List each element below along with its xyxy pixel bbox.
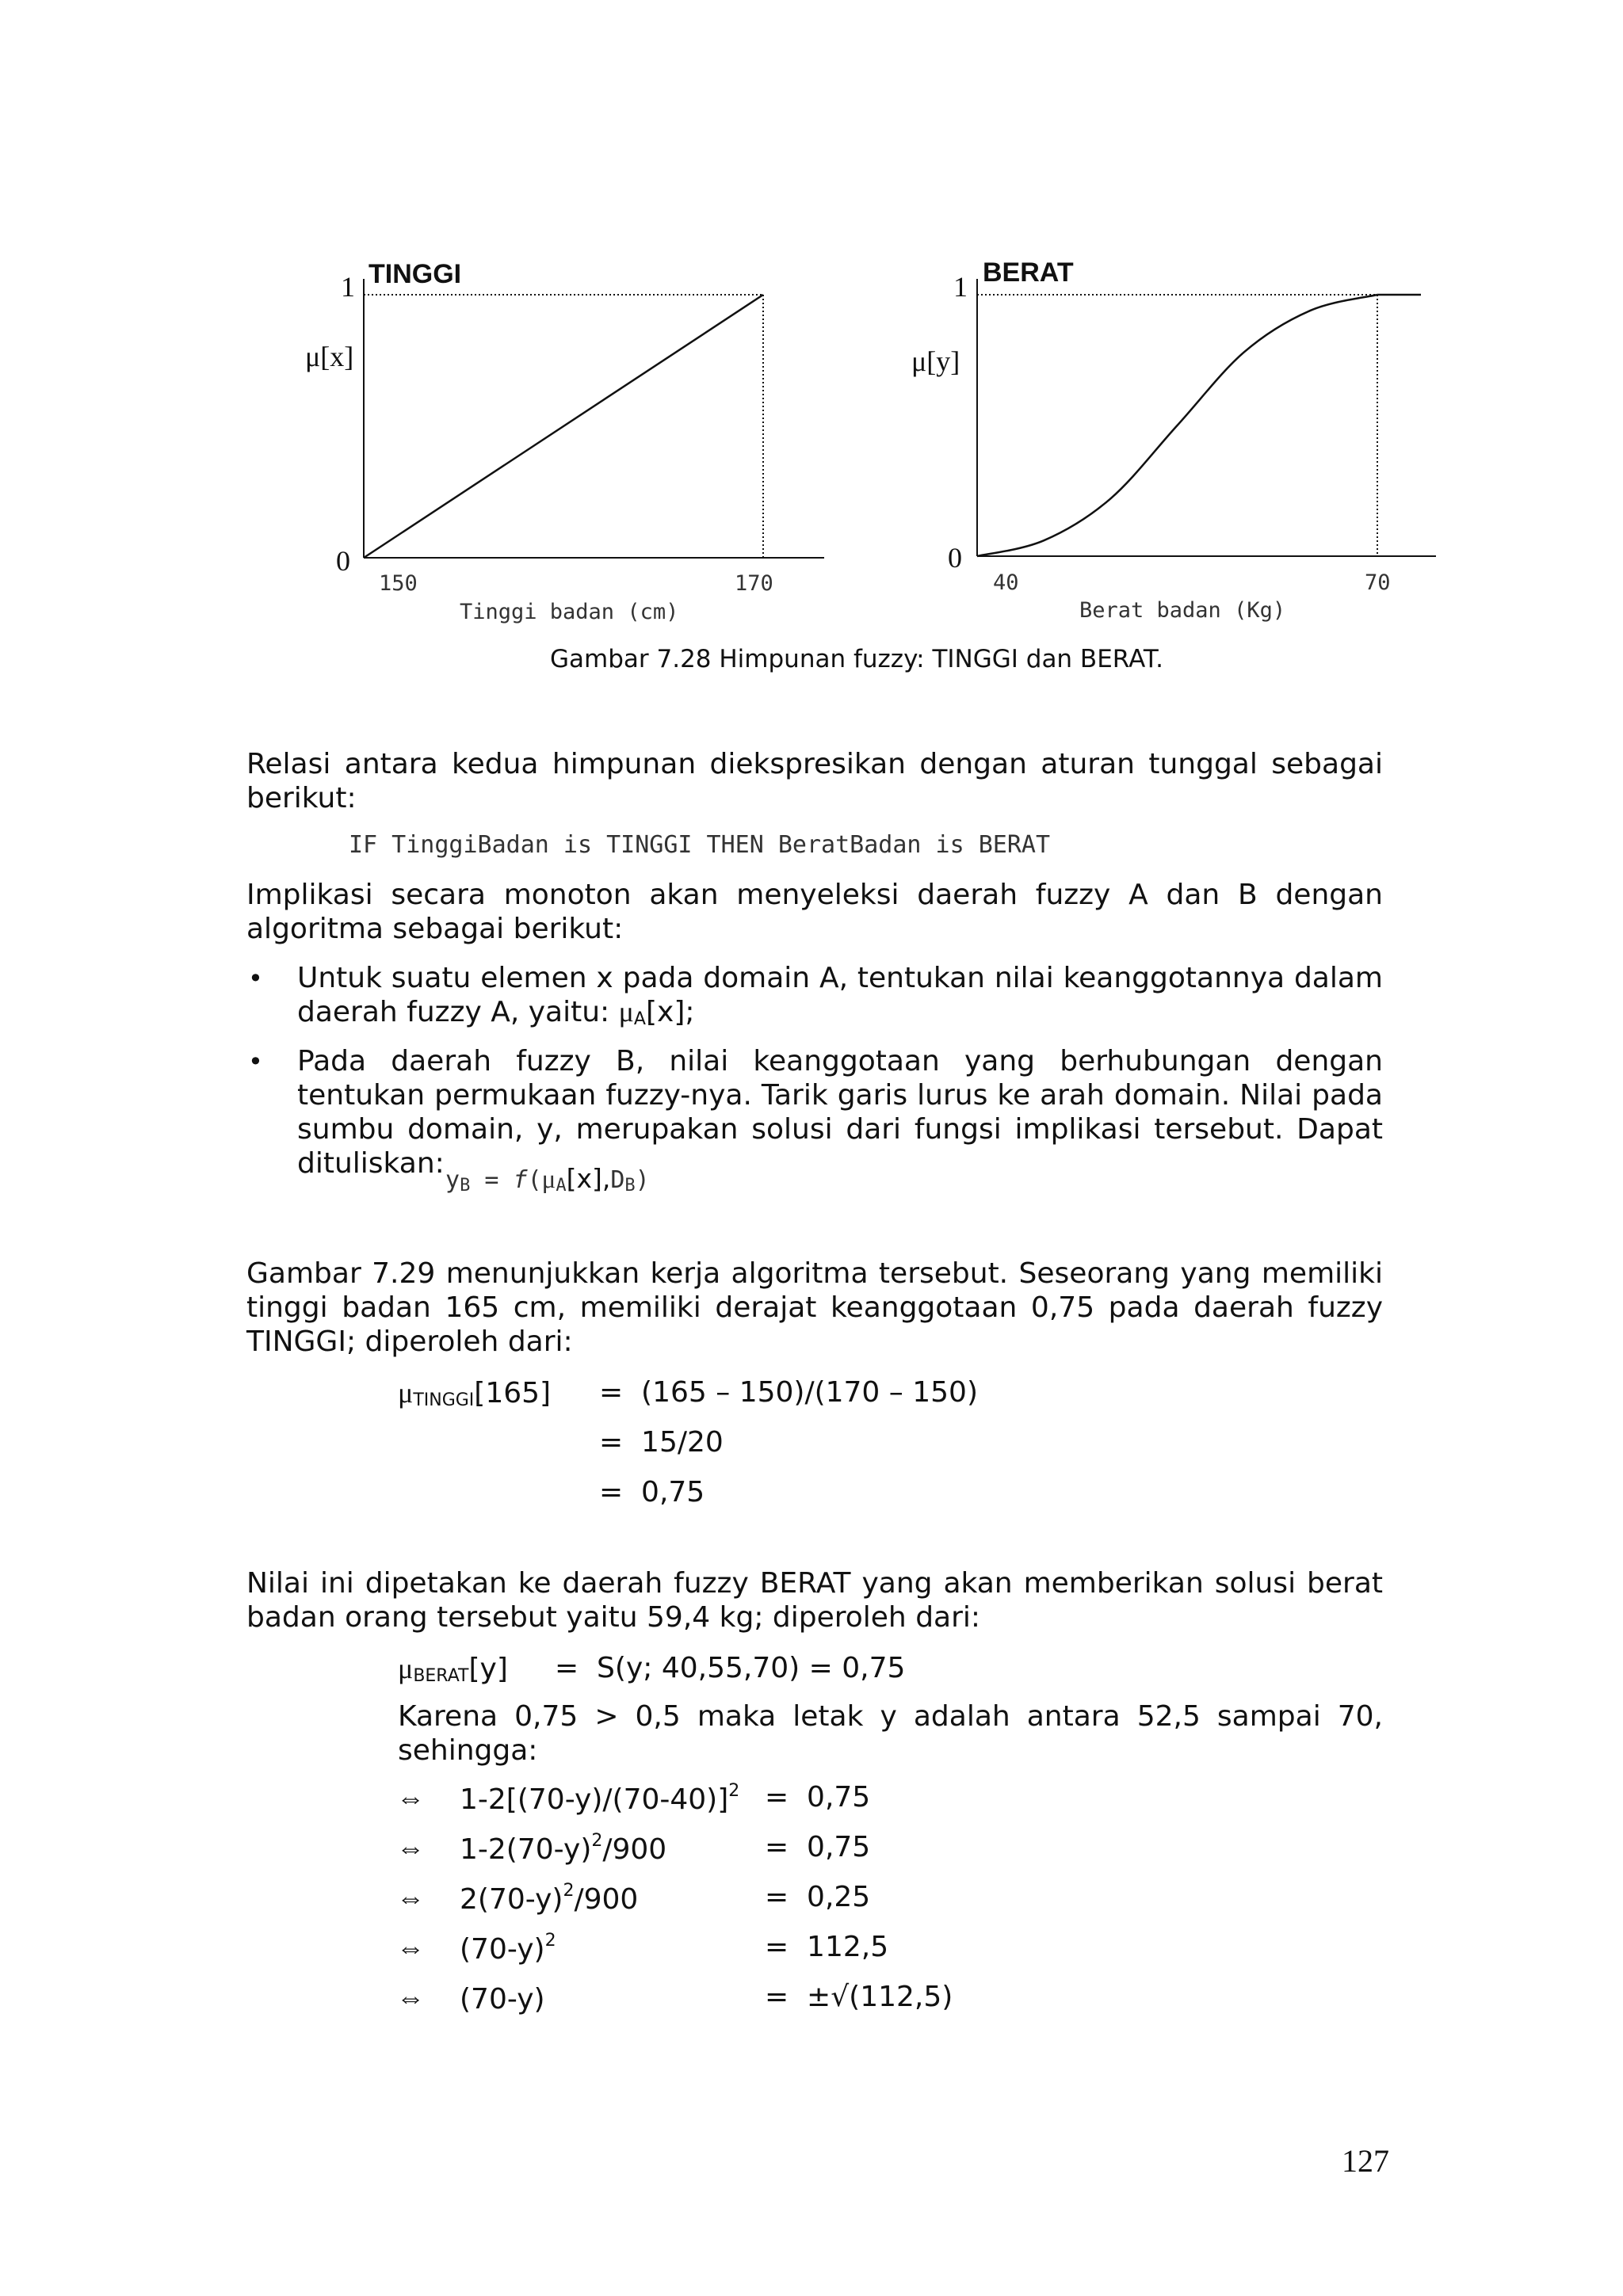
- chart-berat-xlabel: Berat badan (Kg): [1079, 598, 1286, 623]
- step-lhs: [460, 1931, 556, 1966]
- iff-arrow-icon: ⇔: [396, 1882, 425, 1913]
- chart-tinggi-xlabel: Tinggi badan (cm): [460, 600, 679, 624]
- step-lhs-a: (70-y): [460, 1983, 545, 2016]
- bullet-1-text: Untuk suatu elemen x pada domain A, tentukan nilai keanggotannya dalam daerah fuzzy A, yaitu:: [297, 962, 1383, 1028]
- formula-close: ): [635, 1166, 650, 1194]
- step-lhs-sup: 2: [728, 1781, 740, 1801]
- bullet-item-2: Pada daerah fuzzy B, nilai keanggotaan yang berhubungan dengan tentukan permukaan fuzzy-nya. Tarik garis lurus ke arah domain. Nilai pada sumbu domain, y, merupakan solusi dari fungsi implikasi tersebut. Dapat dituliskan:: [297, 1045, 1383, 1180]
- mu-berat-symbol: μ: [398, 1653, 414, 1684]
- formula-open: (: [527, 1166, 542, 1194]
- bullet-1-mu: μ: [618, 996, 634, 1028]
- mu-tinggi-lhs: [398, 1376, 551, 1410]
- paragraph-karena: Karena 0,75 > 0,5 maka letak y adalah antara 52,5 sampai 70, sehingga:: [398, 1700, 1383, 1767]
- step-rhs: = ±√(112,5): [765, 1981, 953, 2013]
- bullet-1-tail: [x];: [645, 996, 695, 1028]
- step-rhs: = 0,25: [765, 1881, 871, 1913]
- chart-berat-title: BERAT: [983, 257, 1074, 288]
- step-lhs-sup: 2: [563, 1881, 575, 1901]
- formula-d: D: [610, 1166, 625, 1194]
- chart-berat-ytick-0: 0: [948, 542, 962, 574]
- iff-arrow-icon: ⇔: [396, 1932, 425, 1963]
- step-lhs: [460, 1781, 739, 1816]
- mu-tinggi-symbol: μ: [398, 1377, 414, 1409]
- chart-tinggi: [305, 259, 824, 624]
- iff-arrow-icon: ⇔: [396, 1832, 425, 1863]
- implication-formula: [445, 1163, 650, 1196]
- mu-berat-arg: [y]: [468, 1653, 508, 1685]
- step-lhs: [460, 1881, 638, 1916]
- paragraph-gambar-7-29: Gambar 7.29 menunjukkan kerja algoritma tersebut. Seseorang yang memiliki tinggi badan 165 cm, memiliki derajat keanggotaan 0,75 pada daerah fuzzy TINGGI; diperoleh dari:: [246, 1257, 1383, 1358]
- bullet-dot-2: •: [248, 1047, 263, 1077]
- formula-d-sub: B: [624, 1176, 636, 1196]
- mu-berat-lhs: [398, 1652, 508, 1686]
- bullet-dot-1: •: [248, 963, 263, 994]
- step-lhs-sup: 2: [591, 1831, 603, 1851]
- step-lhs: [460, 1831, 666, 1866]
- chart-tinggi-ytick-0: 0: [336, 545, 350, 577]
- chart-tinggi-xtick-170: 170: [735, 571, 773, 596]
- chart-tinggi-xtick-150: 150: [379, 571, 418, 596]
- step-lhs-b: /900: [574, 1883, 639, 1916]
- step-lhs-a: 2(70-y): [460, 1883, 563, 1916]
- chart-berat: [911, 257, 1436, 623]
- formula-f: f: [513, 1166, 528, 1194]
- formula-mu: μ: [541, 1165, 556, 1194]
- step-lhs-a: 1-2[(70-y)/(70-40)]: [460, 1783, 729, 1816]
- chart-berat-ylabel: μ[y]: [911, 345, 960, 377]
- step-lhs-sup: 2: [544, 1931, 556, 1951]
- step-lhs-a: 1-2(70-y): [460, 1833, 592, 1866]
- step-rhs: = 0,75: [765, 1831, 871, 1863]
- step-lhs-a: (70-y): [460, 1933, 545, 1966]
- chart-tinggi-series-line: [364, 295, 763, 558]
- page-number: 127: [1342, 2143, 1389, 2179]
- step-rhs: = 112,5: [765, 1931, 889, 1963]
- rule-code: IF TinggiBadan is TINGGI THEN BeratBadan is BERAT: [349, 831, 1051, 859]
- paragraph-nilai-berat: Nilai ini dipetakan ke daerah fuzzy BERAT yang akan memberikan solusi berat badan orang tersebut yaitu 59,4 kg; diperoleh dari:: [246, 1567, 1383, 1634]
- tinggi-calc-line-1: = (165 – 150)/(170 – 150): [599, 1376, 978, 1409]
- figure-7-28: [0, 0, 1623, 634]
- iff-arrow-icon: ⇔: [396, 1981, 425, 2013]
- iff-arrow-icon: ⇔: [396, 1782, 425, 1814]
- formula-mu-sub: A: [556, 1176, 567, 1196]
- chart-tinggi-title: TINGGI: [369, 259, 462, 289]
- chart-berat-xtick-40: 40: [993, 570, 1019, 595]
- figure-caption: Gambar 7.28 Himpunan fuzzy: TINGGI dan BERAT.: [550, 645, 1163, 673]
- step-rhs: = 0,75: [765, 1781, 871, 1814]
- chart-berat-ytick-1: 1: [953, 271, 968, 303]
- mu-tinggi-arg: [165]: [474, 1377, 552, 1409]
- step-lhs-b: /900: [602, 1833, 667, 1866]
- mu-berat-rhs: = S(y; 40,55,70) = 0,75: [555, 1652, 906, 1684]
- formula-y: y: [445, 1166, 460, 1194]
- tinggi-calc-line-3: = 0,75: [599, 1476, 705, 1508]
- formula-eq: =: [470, 1166, 514, 1194]
- mu-tinggi-sub: TINGGI: [413, 1390, 475, 1410]
- bullet-item-1: [297, 961, 1383, 1036]
- chart-berat-xtick-70: 70: [1365, 570, 1391, 595]
- tinggi-calc-line-2: = 15/20: [599, 1426, 724, 1459]
- step-lhs: [460, 1981, 545, 2016]
- bullet-1-sub: A: [633, 1009, 646, 1029]
- fuzzy-charts-svg: [0, 0, 1623, 634]
- formula-y-sub: B: [460, 1176, 471, 1196]
- formula-x: [x],: [566, 1163, 611, 1194]
- paragraph-relasi: Relasi antara kedua himpunan diekspresikan dengan aturan tunggal sebagai berikut:: [246, 748, 1383, 814]
- chart-tinggi-ylabel: μ[x]: [305, 341, 354, 372]
- chart-tinggi-ytick-1: 1: [341, 271, 355, 303]
- mu-berat-sub: BERAT: [413, 1666, 469, 1686]
- chart-berat-series-curve: [977, 295, 1377, 556]
- paragraph-implikasi: Implikasi secara monoton akan menyeleksi daerah fuzzy A dan B dengan algoritma sebagai berikut:: [246, 879, 1383, 945]
